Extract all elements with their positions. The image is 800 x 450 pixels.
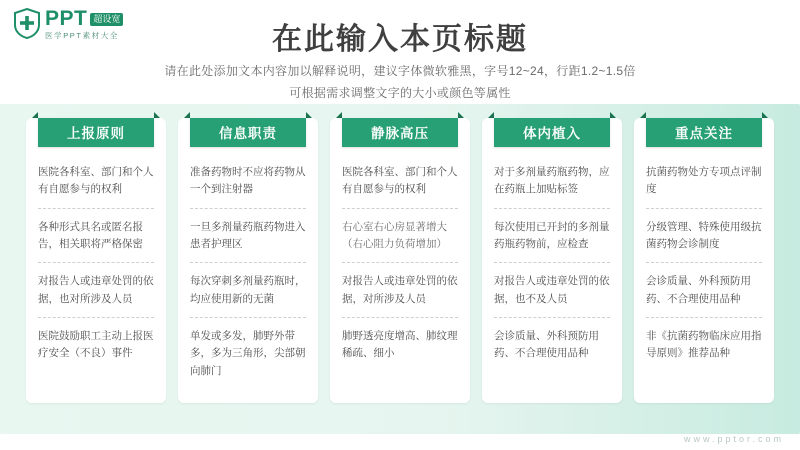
column-body [26,150,166,372]
list-item: 会诊质量、外科预防用药、不合理使用品种 [646,263,762,318]
list-item: 对报告人或违章处罚的依据，也对所涉及人员 [38,263,154,318]
column-body [330,150,470,372]
column-header [330,114,470,150]
subtitle-line-1: 请在此处添加文本内容加以解释说明，建议字体微软雅黑，字号12~24，行距1.2~1.5倍 [164,64,636,78]
column-header [178,114,318,150]
logo-tagline: 医学PPT素材大全 [45,31,119,40]
column-body [634,150,774,372]
logo-name: PPT [45,7,88,30]
bottom-white-strip [0,434,800,450]
column-header [482,114,622,150]
list-item: 非《抗菌药物临床应用指导原则》推荐品种 [646,329,762,360]
list-item: 右心室右心房显著增大（右心阻力负荷增加） [342,209,458,264]
column-card[interactable] [634,118,774,403]
list-item: 各种形式具名或匿名报告，相关职将严格保密 [38,209,154,264]
list-item: 肺野透亮度增高、肺纹理稀疏、细小 [342,329,458,360]
list-item: 对于多剂量药瓶药物，应在药瓶上加贴标签 [494,154,610,209]
list-item: 单发或多发，肺野外带多，多为三角形，尖部朝向肺门 [190,329,306,377]
column-card[interactable] [330,118,470,403]
list-item: 抗菌药物处方专项点评制度 [646,154,762,209]
column-header-label: 信息职责 [190,118,306,147]
column-card[interactable] [482,118,622,403]
column-header-label: 体内植入 [494,118,610,147]
list-item: 分级管理、特殊使用级抗菌药物会诊制度 [646,209,762,264]
column-header [634,114,774,150]
list-item: 对报告人或违章处罚的依据，也不及人员 [494,263,610,318]
list-item: 医院各科室、部门和个人有自愿参与的权利 [342,154,458,209]
logo-badge: 超设宽 [90,13,123,26]
column-header-label: 静脉高压 [342,118,458,147]
column-card[interactable] [26,118,166,403]
column-header [26,114,166,150]
list-item: 每次穿刺多剂量药瓶时，均应使用新的无菌 [190,263,306,318]
page-title: 在此输入本页标题 [272,23,528,56]
columns-container [26,118,774,403]
list-item: 医院鼓励职工主动上报医疗安全（不良）事件 [38,329,154,360]
column-header-label: 上报原则 [38,118,154,147]
subtitle-line-2: 可根据需求调整文字的大小或颜色等属性 [289,86,511,101]
column-card[interactable] [178,118,318,403]
list-item: 医院各科室、部门和个人有自愿参与的权利 [38,154,154,209]
list-item: 会诊质量、外科预防用药、不合理使用品种 [494,329,599,360]
column-body [482,150,622,372]
footer-watermark: www.pptor.com [683,434,784,444]
list-item: 每次使用已开封的多剂量药瓶药物前，应检查 [494,209,610,264]
column-header-label: 重点关注 [646,118,762,147]
page-subtitle [0,60,800,104]
column-body [178,150,318,389]
list-item: 准备药物时不应将药物从一个到注射器 [190,154,306,209]
list-item: 对报告人或违章处罚的依据，对所涉及人员 [342,263,458,318]
list-item: 一旦多剂量药瓶药物进入患者护理区 [190,209,306,264]
